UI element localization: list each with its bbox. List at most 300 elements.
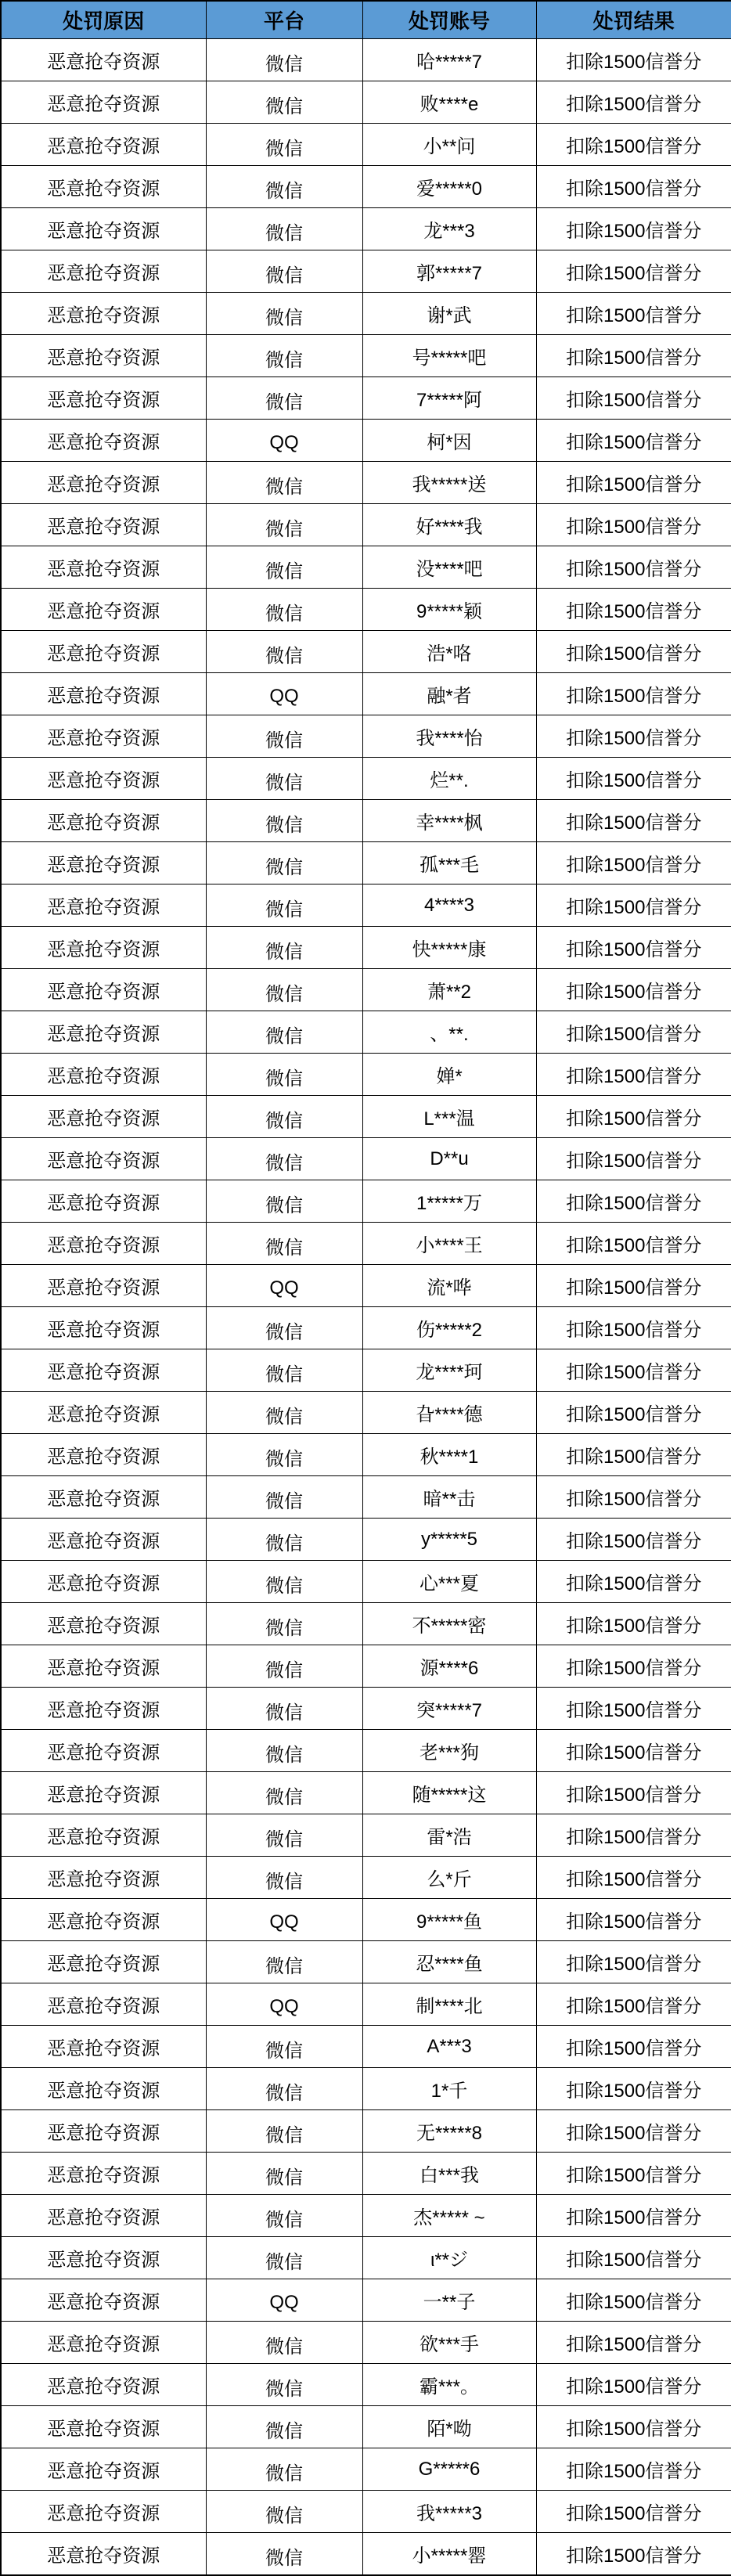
- table-row: [1, 1814, 731, 1857]
- table-row: [1, 1054, 731, 1096]
- cell-reason: 恶意抢夺资源: [1, 1857, 206, 1899]
- cell-account: 龙****珂: [362, 1349, 536, 1392]
- cell-platform: 微信: [206, 1434, 362, 1476]
- table-row: [1, 715, 731, 758]
- cell-result: 扣除1500信誉分: [536, 1814, 731, 1857]
- cell-platform: 微信: [206, 1349, 362, 1392]
- cell-reason: 恶意抢夺资源: [1, 462, 206, 504]
- cell-result: 扣除1500信誉分: [536, 2026, 731, 2068]
- cell-platform: 微信: [206, 250, 362, 293]
- cell-account: 婵*: [362, 1054, 536, 1096]
- table-row: [1, 335, 731, 377]
- header-account: 处罚账号: [362, 1, 536, 39]
- cell-result: 扣除1500信誉分: [536, 1857, 731, 1899]
- cell-account: 郭*****7: [362, 250, 536, 293]
- cell-account: 快*****康: [362, 927, 536, 969]
- cell-account: 我****怡: [362, 715, 536, 758]
- cell-reason: 恶意抢夺资源: [1, 546, 206, 589]
- cell-platform: 微信: [206, 1307, 362, 1349]
- table-row: [1, 250, 731, 293]
- cell-reason: 恶意抢夺资源: [1, 2195, 206, 2237]
- cell-account: 9*****鱼: [362, 1899, 536, 1941]
- cell-account: 败****e: [362, 81, 536, 124]
- cell-reason: 恶意抢夺资源: [1, 1941, 206, 1983]
- cell-reason: 恶意抢夺资源: [1, 884, 206, 927]
- cell-account: 我*****3: [362, 2491, 536, 2533]
- cell-platform: 微信: [206, 1096, 362, 1138]
- cell-result: 扣除1500信誉分: [536, 2322, 731, 2364]
- table-row: [1, 884, 731, 927]
- table-row: [1, 2279, 731, 2322]
- cell-result: 扣除1500信誉分: [536, 81, 731, 124]
- cell-account: 老***狗: [362, 1730, 536, 1772]
- cell-platform: 微信: [206, 81, 362, 124]
- table-row: [1, 1519, 731, 1561]
- cell-platform: 微信: [206, 589, 362, 631]
- cell-account: 小**问: [362, 124, 536, 166]
- cell-reason: 恶意抢夺资源: [1, 335, 206, 377]
- table-row: [1, 1476, 731, 1519]
- cell-account: 9*****颖: [362, 589, 536, 631]
- table-row: [1, 377, 731, 420]
- table-row: [1, 2237, 731, 2279]
- cell-account: 不*****密: [362, 1603, 536, 1645]
- cell-account: 7*****阿: [362, 377, 536, 420]
- cell-reason: 恶意抢夺资源: [1, 1772, 206, 1814]
- cell-result: 扣除1500信誉分: [536, 2448, 731, 2491]
- table-row: [1, 1941, 731, 1983]
- cell-account: 源****6: [362, 1645, 536, 1688]
- cell-reason: 恶意抢夺资源: [1, 1814, 206, 1857]
- cell-platform: 微信: [206, 927, 362, 969]
- table-row: [1, 1688, 731, 1730]
- cell-result: 扣除1500信誉分: [536, 2406, 731, 2448]
- cell-result: 扣除1500信誉分: [536, 1265, 731, 1307]
- cell-reason: 恶意抢夺资源: [1, 1476, 206, 1519]
- cell-platform: 微信: [206, 462, 362, 504]
- table-row: [1, 1645, 731, 1688]
- cell-reason: 恶意抢夺资源: [1, 81, 206, 124]
- cell-platform: 微信: [206, 969, 362, 1011]
- cell-reason: 恶意抢夺资源: [1, 2533, 206, 2576]
- cell-platform: 微信: [206, 2195, 362, 2237]
- cell-account: 白***我: [362, 2153, 536, 2195]
- table-row: [1, 2364, 731, 2406]
- cell-result: 扣除1500信誉分: [536, 546, 731, 589]
- table-row: [1, 589, 731, 631]
- cell-account: y*****5: [362, 1519, 536, 1561]
- cell-result: 扣除1500信誉分: [536, 631, 731, 673]
- cell-result: 扣除1500信誉分: [536, 1349, 731, 1392]
- cell-reason: 恶意抢夺资源: [1, 166, 206, 208]
- table-row: [1, 1392, 731, 1434]
- cell-result: 扣除1500信誉分: [536, 927, 731, 969]
- table-row: [1, 1561, 731, 1603]
- cell-result: 扣除1500信誉分: [536, 800, 731, 842]
- cell-result: 扣除1500信誉分: [536, 2491, 731, 2533]
- cell-account: 、**.: [362, 1011, 536, 1054]
- cell-reason: 恶意抢夺资源: [1, 1645, 206, 1688]
- cell-account: 孤***毛: [362, 842, 536, 884]
- cell-account: 流*哗: [362, 1265, 536, 1307]
- table-row: [1, 2448, 731, 2491]
- cell-account: 杰***** ~: [362, 2195, 536, 2237]
- cell-platform: 微信: [206, 2322, 362, 2364]
- header-result: 处罚结果: [536, 1, 731, 39]
- cell-reason: 恶意抢夺资源: [1, 1392, 206, 1434]
- cell-platform: 微信: [206, 2110, 362, 2153]
- table-row: [1, 2533, 731, 2576]
- cell-result: 扣除1500信誉分: [536, 1011, 731, 1054]
- cell-result: 扣除1500信誉分: [536, 250, 731, 293]
- cell-platform: 微信: [206, 1392, 362, 1434]
- cell-account: 我*****送: [362, 462, 536, 504]
- cell-account: 爱*****0: [362, 166, 536, 208]
- cell-result: 扣除1500信誉分: [536, 2153, 731, 2195]
- cell-account: 哈*****7: [362, 39, 536, 81]
- cell-platform: QQ: [206, 420, 362, 462]
- cell-reason: 恶意抢夺资源: [1, 2153, 206, 2195]
- cell-platform: 微信: [206, 1519, 362, 1561]
- cell-result: 扣除1500信誉分: [536, 504, 731, 546]
- cell-reason: 恶意抢夺资源: [1, 208, 206, 250]
- cell-result: 扣除1500信誉分: [536, 1476, 731, 1519]
- cell-reason: 恶意抢夺资源: [1, 715, 206, 758]
- cell-platform: 微信: [206, 2237, 362, 2279]
- cell-reason: 恶意抢夺资源: [1, 1223, 206, 1265]
- cell-platform: 微信: [206, 842, 362, 884]
- cell-result: 扣除1500信誉分: [536, 969, 731, 1011]
- table-row: [1, 1180, 731, 1223]
- table-row: [1, 1899, 731, 1941]
- table-row: [1, 1307, 731, 1349]
- cell-platform: 微信: [206, 631, 362, 673]
- cell-account: D**u: [362, 1138, 536, 1180]
- cell-reason: 恶意抢夺资源: [1, 1011, 206, 1054]
- cell-platform: QQ: [206, 673, 362, 715]
- cell-reason: 恶意抢夺资源: [1, 1603, 206, 1645]
- cell-account: 没****吧: [362, 546, 536, 589]
- cell-account: ι**ジ: [362, 2237, 536, 2279]
- cell-account: 融*者: [362, 673, 536, 715]
- table-row: [1, 1223, 731, 1265]
- table-row: [1, 293, 731, 335]
- cell-platform: 微信: [206, 800, 362, 842]
- cell-platform: 微信: [206, 1645, 362, 1688]
- cell-result: 扣除1500信誉分: [536, 293, 731, 335]
- cell-account: G*****6: [362, 2448, 536, 2491]
- cell-platform: 微信: [206, 758, 362, 800]
- cell-platform: 微信: [206, 2153, 362, 2195]
- cell-reason: 恶意抢夺资源: [1, 1349, 206, 1392]
- table-row: [1, 1603, 731, 1645]
- cell-result: 扣除1500信誉分: [536, 2364, 731, 2406]
- cell-platform: 微信: [206, 546, 362, 589]
- cell-reason: 恶意抢夺资源: [1, 504, 206, 546]
- cell-platform: 微信: [206, 1054, 362, 1096]
- cell-result: 扣除1500信誉分: [536, 1603, 731, 1645]
- cell-result: 扣除1500信誉分: [536, 758, 731, 800]
- cell-reason: 恶意抢夺资源: [1, 800, 206, 842]
- cell-platform: 微信: [206, 377, 362, 420]
- table-row: [1, 800, 731, 842]
- cell-account: 萧**2: [362, 969, 536, 1011]
- cell-reason: 恶意抢夺资源: [1, 1983, 206, 2026]
- cell-account: 小****王: [362, 1223, 536, 1265]
- cell-result: 扣除1500信誉分: [536, 1688, 731, 1730]
- cell-account: 浩*咯: [362, 631, 536, 673]
- cell-result: 扣除1500信誉分: [536, 1392, 731, 1434]
- cell-account: 好****我: [362, 504, 536, 546]
- table-header-row: [1, 1, 731, 39]
- cell-reason: 恶意抢夺资源: [1, 2026, 206, 2068]
- cell-reason: 恶意抢夺资源: [1, 377, 206, 420]
- cell-account: 龙***3: [362, 208, 536, 250]
- cell-account: 欲***手: [362, 2322, 536, 2364]
- table-row: [1, 1434, 731, 1476]
- cell-result: 扣除1500信誉分: [536, 420, 731, 462]
- cell-reason: 恶意抢夺资源: [1, 589, 206, 631]
- cell-result: 扣除1500信誉分: [536, 1054, 731, 1096]
- cell-account: 霸***。: [362, 2364, 536, 2406]
- cell-platform: 微信: [206, 1603, 362, 1645]
- table-row: [1, 39, 731, 81]
- cell-platform: 微信: [206, 166, 362, 208]
- table-row: [1, 758, 731, 800]
- cell-result: 扣除1500信誉分: [536, 1983, 731, 2026]
- cell-account: 烂**.: [362, 758, 536, 800]
- cell-account: 么*斤: [362, 1857, 536, 1899]
- cell-reason: 恶意抢夺资源: [1, 2406, 206, 2448]
- cell-platform: QQ: [206, 1265, 362, 1307]
- cell-platform: 微信: [206, 884, 362, 927]
- cell-reason: 恶意抢夺资源: [1, 2491, 206, 2533]
- cell-platform: 微信: [206, 1011, 362, 1054]
- table-row: [1, 1983, 731, 2026]
- cell-reason: 恶意抢夺资源: [1, 2322, 206, 2364]
- cell-reason: 恶意抢夺资源: [1, 1899, 206, 1941]
- table-row: [1, 124, 731, 166]
- cell-reason: 恶意抢夺资源: [1, 631, 206, 673]
- cell-reason: 恶意抢夺资源: [1, 673, 206, 715]
- cell-account: 暗**击: [362, 1476, 536, 1519]
- cell-account: 雷*浩: [362, 1814, 536, 1857]
- cell-platform: 微信: [206, 293, 362, 335]
- cell-result: 扣除1500信誉分: [536, 208, 731, 250]
- cell-result: 扣除1500信誉分: [536, 2195, 731, 2237]
- cell-result: 扣除1500信誉分: [536, 1180, 731, 1223]
- table-row: [1, 504, 731, 546]
- cell-reason: 恶意抢夺资源: [1, 420, 206, 462]
- table-row: [1, 631, 731, 673]
- cell-result: 扣除1500信誉分: [536, 1730, 731, 1772]
- cell-platform: 微信: [206, 1180, 362, 1223]
- header-reason: 处罚原因: [1, 1, 206, 39]
- cell-reason: 恶意抢夺资源: [1, 1688, 206, 1730]
- table-row: [1, 1011, 731, 1054]
- table-row: [1, 1857, 731, 1899]
- cell-reason: 恶意抢夺资源: [1, 842, 206, 884]
- table-row: [1, 1096, 731, 1138]
- cell-reason: 恶意抢夺资源: [1, 1265, 206, 1307]
- cell-result: 扣除1500信誉分: [536, 1138, 731, 1180]
- cell-result: 扣除1500信誉分: [536, 2279, 731, 2322]
- cell-platform: 微信: [206, 1772, 362, 1814]
- cell-reason: 恶意抢夺资源: [1, 2110, 206, 2153]
- cell-result: 扣除1500信誉分: [536, 1899, 731, 1941]
- cell-account: 幸****枫: [362, 800, 536, 842]
- table-row: [1, 81, 731, 124]
- cell-platform: QQ: [206, 2279, 362, 2322]
- cell-account: 陌*呦: [362, 2406, 536, 2448]
- table-row: [1, 673, 731, 715]
- table-row: [1, 420, 731, 462]
- cell-platform: 微信: [206, 504, 362, 546]
- cell-platform: 微信: [206, 1730, 362, 1772]
- table-row: [1, 1730, 731, 1772]
- cell-result: 扣除1500信誉分: [536, 2237, 731, 2279]
- table-row: [1, 2406, 731, 2448]
- cell-reason: 恶意抢夺资源: [1, 758, 206, 800]
- cell-account: 旮****德: [362, 1392, 536, 1434]
- cell-platform: 微信: [206, 124, 362, 166]
- cell-platform: 微信: [206, 39, 362, 81]
- cell-account: 心***夏: [362, 1561, 536, 1603]
- table-row: [1, 208, 731, 250]
- table-row: [1, 1138, 731, 1180]
- cell-platform: 微信: [206, 2491, 362, 2533]
- cell-result: 扣除1500信誉分: [536, 589, 731, 631]
- cell-account: 随*****这: [362, 1772, 536, 1814]
- cell-account: 1*千: [362, 2068, 536, 2110]
- cell-reason: 恶意抢夺资源: [1, 1307, 206, 1349]
- table-row: [1, 546, 731, 589]
- cell-reason: 恶意抢夺资源: [1, 1138, 206, 1180]
- cell-result: 扣除1500信誉分: [536, 1941, 731, 1983]
- cell-account: 一**子: [362, 2279, 536, 2322]
- cell-account: A***3: [362, 2026, 536, 2068]
- cell-reason: 恶意抢夺资源: [1, 1180, 206, 1223]
- cell-platform: 微信: [206, 208, 362, 250]
- table-row: [1, 2110, 731, 2153]
- cell-platform: 微信: [206, 2406, 362, 2448]
- cell-account: L***温: [362, 1096, 536, 1138]
- table-row: [1, 2068, 731, 2110]
- cell-result: 扣除1500信誉分: [536, 462, 731, 504]
- cell-account: 制****北: [362, 1983, 536, 2026]
- header-platform: 平台: [206, 1, 362, 39]
- table-row: [1, 1349, 731, 1392]
- cell-platform: 微信: [206, 1476, 362, 1519]
- cell-result: 扣除1500信誉分: [536, 1772, 731, 1814]
- table-row: [1, 1265, 731, 1307]
- cell-platform: 微信: [206, 1138, 362, 1180]
- cell-result: 扣除1500信誉分: [536, 1096, 731, 1138]
- table-row: [1, 166, 731, 208]
- table-row: [1, 2026, 731, 2068]
- cell-reason: 恶意抢夺资源: [1, 1561, 206, 1603]
- cell-result: 扣除1500信誉分: [536, 2533, 731, 2576]
- cell-account: 号*****吧: [362, 335, 536, 377]
- cell-reason: 恶意抢夺资源: [1, 1096, 206, 1138]
- cell-account: 1*****万: [362, 1180, 536, 1223]
- cell-reason: 恶意抢夺资源: [1, 2364, 206, 2406]
- cell-result: 扣除1500信誉分: [536, 166, 731, 208]
- cell-reason: 恶意抢夺资源: [1, 927, 206, 969]
- cell-result: 扣除1500信誉分: [536, 2068, 731, 2110]
- cell-reason: 恶意抢夺资源: [1, 1434, 206, 1476]
- cell-reason: 恶意抢夺资源: [1, 1519, 206, 1561]
- cell-platform: 微信: [206, 715, 362, 758]
- cell-platform: QQ: [206, 1899, 362, 1941]
- cell-platform: 微信: [206, 2026, 362, 2068]
- cell-account: 忍****鱼: [362, 1941, 536, 1983]
- cell-reason: 恶意抢夺资源: [1, 1054, 206, 1096]
- table-row: [1, 2491, 731, 2533]
- cell-platform: 微信: [206, 1561, 362, 1603]
- cell-result: 扣除1500信誉分: [536, 39, 731, 81]
- cell-result: 扣除1500信誉分: [536, 1561, 731, 1603]
- cell-result: 扣除1500信誉分: [536, 1223, 731, 1265]
- cell-result: 扣除1500信誉分: [536, 1434, 731, 1476]
- cell-platform: 微信: [206, 2068, 362, 2110]
- cell-result: 扣除1500信誉分: [536, 673, 731, 715]
- cell-result: 扣除1500信誉分: [536, 1307, 731, 1349]
- cell-account: 小*****罂: [362, 2533, 536, 2576]
- cell-reason: 恶意抢夺资源: [1, 250, 206, 293]
- cell-platform: 微信: [206, 335, 362, 377]
- cell-platform: 微信: [206, 2364, 362, 2406]
- cell-reason: 恶意抢夺资源: [1, 2279, 206, 2322]
- table-body: [1, 39, 731, 2576]
- cell-platform: 微信: [206, 1814, 362, 1857]
- cell-reason: 恶意抢夺资源: [1, 293, 206, 335]
- cell-result: 扣除1500信誉分: [536, 1519, 731, 1561]
- table-row: [1, 2195, 731, 2237]
- cell-account: 无*****8: [362, 2110, 536, 2153]
- cell-account: 谢*武: [362, 293, 536, 335]
- table-row: [1, 969, 731, 1011]
- cell-platform: 微信: [206, 1223, 362, 1265]
- cell-platform: 微信: [206, 1941, 362, 1983]
- cell-platform: 微信: [206, 1857, 362, 1899]
- cell-reason: 恶意抢夺资源: [1, 39, 206, 81]
- cell-reason: 恶意抢夺资源: [1, 2448, 206, 2491]
- cell-reason: 恶意抢夺资源: [1, 2068, 206, 2110]
- table-row: [1, 2322, 731, 2364]
- cell-result: 扣除1500信誉分: [536, 842, 731, 884]
- cell-result: 扣除1500信誉分: [536, 2110, 731, 2153]
- cell-reason: 恶意抢夺资源: [1, 969, 206, 1011]
- cell-platform: QQ: [206, 1983, 362, 2026]
- cell-result: 扣除1500信誉分: [536, 884, 731, 927]
- cell-account: 柯*因: [362, 420, 536, 462]
- cell-result: 扣除1500信誉分: [536, 124, 731, 166]
- cell-account: 突*****7: [362, 1688, 536, 1730]
- table-row: [1, 462, 731, 504]
- table-row: [1, 842, 731, 884]
- table-row: [1, 927, 731, 969]
- cell-account: 伤*****2: [362, 1307, 536, 1349]
- cell-account: 4****3: [362, 884, 536, 927]
- cell-platform: 微信: [206, 1688, 362, 1730]
- cell-platform: 微信: [206, 2533, 362, 2576]
- cell-reason: 恶意抢夺资源: [1, 1730, 206, 1772]
- cell-result: 扣除1500信誉分: [536, 377, 731, 420]
- table-row: [1, 2153, 731, 2195]
- cell-result: 扣除1500信誉分: [536, 715, 731, 758]
- table-row: [1, 1772, 731, 1814]
